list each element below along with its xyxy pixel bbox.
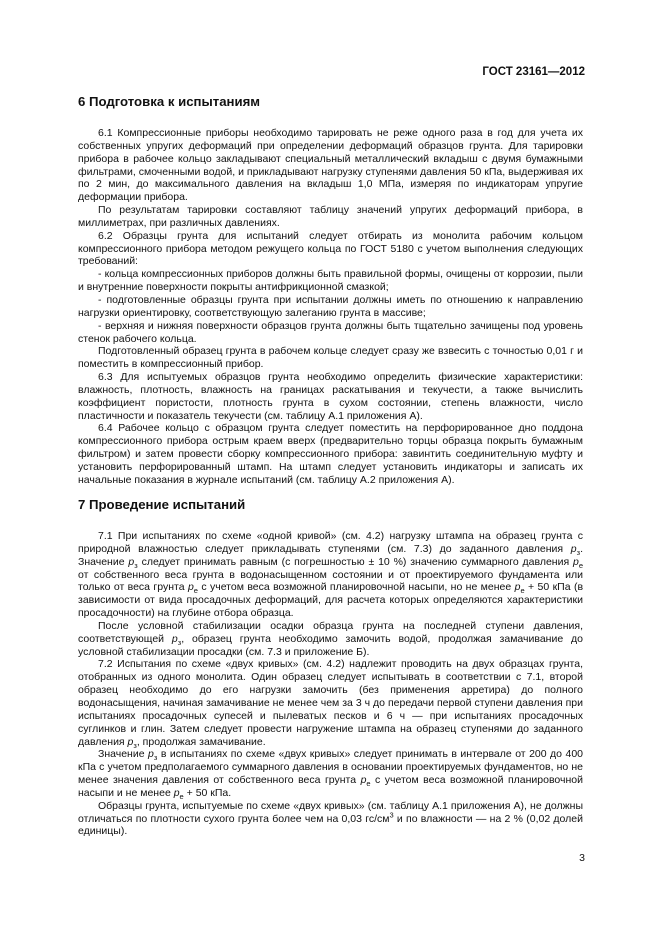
paragraph-6-1: 6.1 Компрессионные приборы необходимо тарировать не реже одного раза в год для учета их собственных упругих деформаций при определении деформаций образцов грунта. Для тарировки прибора в рабочее кольцо закладывают специальный металлический вкладыш с двумя бумажными фильтрами, смоченными водой, и прикладывают нагрузку ступенями давления 50 кПа, выдерживая их по 2 мин, до максимального давления на вкладыш 1,0 МПа, измеряя по индикаторам упругие деформации прибора. <box>78 127 583 204</box>
document-code: ГОСТ 23161—2012 <box>482 66 585 78</box>
paragraph-6-3: 6.3 Для испытуемых образцов грунта необходимо определить физические характеристики: влажность, плотность, влажность на границах раскатывания и текучести, а также вычислить коэффициент пористости, плотность грунта в сухом состоянии, степень влажности, число пластичности и показатель текучести (см. таблицу А.1 приложения А). <box>78 371 583 422</box>
page-number: 3 <box>579 852 585 864</box>
paragraph-density-tolerance: Образцы грунта, испытуемые по схеме «двух кривых» (см. таблицу А.1 приложения А), не должны отличаться по плотности сухого грунта более чем на 0,03 $гс/см^3$ и по влажности — на 2 % (0,02 долей единицы). <box>78 799 583 838</box>
paragraph-6-4: 6.4 Рабочее кольцо с образцом грунта следует поместить на перфорированное дно поддона компрессионного прибора острым краем вверх (предварительно торцы образца покрыть бумажным фильтром) и затем провести сборку компрессионного прибора: завинтить соединительную муфту и установить перфорированный штамп. На штамп следует установить индикаторы и записать их начальные показания в журнале испытаний (см. таблицу А.2 приложения А). <box>78 422 583 486</box>
paragraph-pressure-value: Значение $p_з$ в испытаниях по схеме «двух кривых» следует принимать в интервале от 200 до 400 кПа с учетом предполагаемого суммарного давления в основании проектируемых фундаментов, но не менее значения давления от собственного веса грунта $p_е$ с учетом веса возможной планировочной насыпи и не менее $p_е + 50$ кПа. <box>78 748 584 801</box>
list-item-orientation: - подготовленные образцы грунта при испытании должны иметь по отношению к направлению нагрузки ориентировку, соответствующую залеганию грунта в массиве; <box>78 293 583 319</box>
section-7-title: 7 Проведение испытаний <box>78 497 246 512</box>
section-7 <box>78 497 583 838</box>
paragraph-6-1-calibration-table: По результатам тарировки составляют таблицу значений упругих деформаций прибора, в миллиметрах, при различных давлениях. <box>78 204 583 229</box>
paragraph-6-2: 6.2 Образцы грунта для испытаний следует отбирать из монолита рабочим кольцом компрессионного прибора методом режущего кольца по ГОСТ 5180 с учетом выполнения следующих требований: <box>78 229 583 268</box>
list-item-ring-requirements: - кольца компрессионных приборов должны быть правильной формы, очищены от коррозии, пыли и внутренние поверхности покрыты антифрикционной смазкой; <box>78 268 583 294</box>
paragraph-7-1: 7.1 При испытаниях по схеме «одной кривой» (см. 4.2) нагрузку штампа на образец грунта с природной влажностью следует прикладывать ступенями (см. 7.3) до заданного давления $p_з$. Значение $p_з$ следует принимать равным (с погрешностью ± 10 %) значению суммарного давления $p_е$ от собственного веса грунта в водонасыщенном состоянии и от проектируемого фундамента или только от веса грунта $p_е$ с учетом веса возможной планировочной насыпи, но не менее $p_е + 50$ кПа (в зависимости от вида просадочных деформаций, для расчета которых определяются характеристики просадочности) на глубине отбора образца. <box>78 530 584 620</box>
paragraph-stabilization: После условной стабилизации осадки образца грунта на последней ступени давления, соответствующей $p_з$, образец грунта необходимо замочить водой, продолжая замачивание до условной стабилизации просадки (см. 7.3 и приложение Б). <box>78 619 583 658</box>
paragraph-weighing: Подготовленный образец грунта в рабочем кольце следует сразу же взвесить с точностью 0,01 г и поместить в компрессионный прибор. <box>78 345 583 371</box>
paragraph-7-2: 7.2 Испытания по схеме «двух кривых» (см. 4.2) надлежит проводить на двух образцах грунта, отобранных из одного монолита. Один образец следует испытывать в соответствии с 7.1, второй образец необходимо до его нагрузки замочить (без применения арретира) до полного водонасыщения, начиная замачивание не менее чем за 3 ч до передачи первой ступени давления при испытаниях просадочных супесей и пылеватых песков и 6 ч — при испытаниях просадочных суглинков и глин. Затем следует провести нагружение штампа на образец ступенями до заданного давления $p_з$, продолжая замачивание. <box>78 658 583 750</box>
section-6-title: 6 Подготовка к испытаниям <box>78 94 261 109</box>
list-item-surfaces: - верхняя и нижняя поверхности образцов грунта должны быть тщательно зачищены под уровень стенок рабочего кольца. <box>78 319 583 345</box>
section-6 <box>78 94 583 487</box>
